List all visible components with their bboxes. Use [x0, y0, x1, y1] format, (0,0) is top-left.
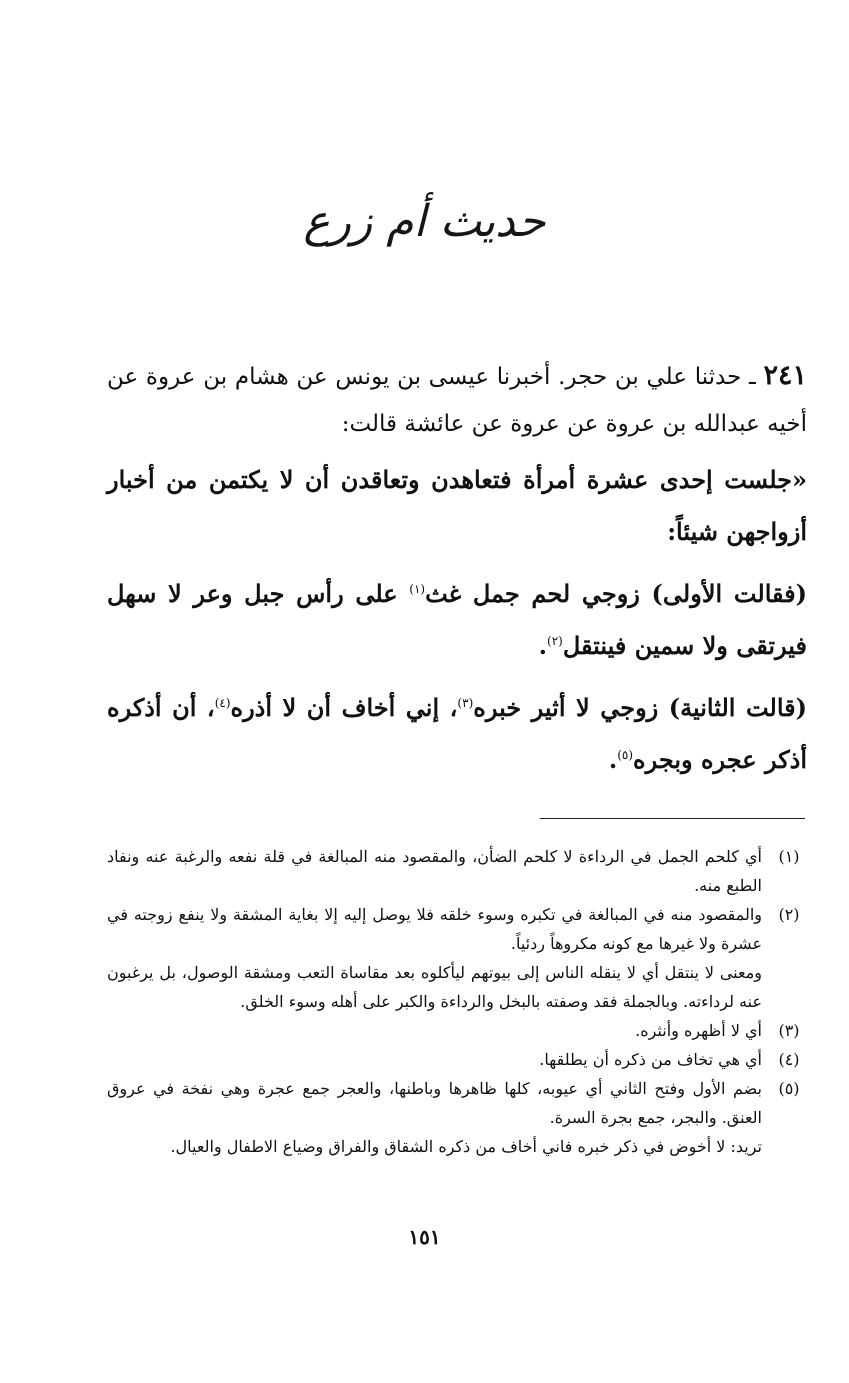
footnote-5-text: بضم الأول وفتح الثاني أي عيوبه، كلها ظاهرها وباطنها، والعجر جمع عجرة وهي نفخة في عروق العنق. والبجر، جمع بجرة السرة.: [107, 1079, 762, 1127]
footnotes: [107, 842, 807, 1161]
first-woman-text-c: .: [538, 631, 548, 660]
footnote-5-continuation: تريد: لا أخوض في ذكر خبره فاني أخاف من ذكره الشقاق والفراق وضياع الاطفال والعيال.: [170, 1137, 762, 1156]
hadith-isnad: ـ حدثنا علي بن حجر. أخبرنا عيسى بن يونس عن هشام بن عروة عن أخيه عبدالله بن عروة عن عروة عن عائشة قالت:: [107, 364, 807, 437]
footnote-divider: [540, 818, 805, 819]
chapter-title: حديث أم زرع: [303, 196, 546, 247]
footnote-4-number: (٤): [778, 1050, 800, 1069]
footnote-marker-4[interactable]: (٤): [214, 696, 231, 710]
hadith-number: ٢٤١: [763, 360, 807, 391]
hadith-opening-paragraph: «جلست إحدى عشرة أمرأة فتعاهدن وتعاقدن أن لا يكتمن من أخبار أزواجهن شيئاً:: [107, 465, 807, 546]
footnote-marker-2[interactable]: (٢): [547, 634, 563, 648]
first-woman-paragraph: [107, 568, 807, 672]
footnote-5-number: (٥): [778, 1079, 800, 1098]
footnote-1: [107, 842, 807, 900]
hadith-intro: [107, 352, 807, 448]
footnote-4-text: أي هي تخاف من ذكره أن يطلقها.: [539, 1050, 762, 1069]
footnote-2-number: (٢): [778, 905, 800, 924]
footnote-4: [107, 1045, 807, 1074]
footnote-marker-5[interactable]: (٥): [617, 748, 634, 762]
first-woman-text-b: على رأس جبل وعر لا سهل فيرتقى ولا سمين فينتقل: [107, 579, 807, 660]
first-woman-text-a: (فقالت الأولى) زوجي لحم جمل غث: [425, 579, 807, 608]
footnote-3-number: (٣): [778, 1021, 800, 1040]
footnote-1-text: أي كلحم الجمل في الرداءة لا كلحم الضأن، والمقصود منه المبالغة في قلة نفعه والرغبة عنه ونفاد الطبع منه.: [107, 847, 762, 895]
footnote-3: [107, 1016, 807, 1045]
footnote-2: [107, 900, 807, 958]
footnote-marker-1[interactable]: (١): [409, 582, 426, 596]
footnote-2-continuation: ومعنى لا ينتقل أي لا ينقله الناس إلى بيوتهم ليأكلوه بعد مقاساة التعب ومشقة الوصول، بل يرغبون عنه لرداءته. وبالجملة فقد وصفته بالبخل والرداءة والكبر على أهله وسوء الخلق.: [107, 963, 762, 1011]
second-woman-paragraph: [107, 682, 807, 786]
second-woman-text-d: .: [608, 745, 618, 774]
footnote-3-text: أي لا أظهره وأنثره.: [635, 1021, 762, 1040]
footnote-marker-3[interactable]: (٣): [457, 696, 474, 710]
footnote-1-number: (١): [778, 847, 800, 866]
page-number: ١٥١: [408, 1225, 441, 1249]
footnote-2-text: والمقصود منه في المبالغة في تكبره وسوء خلقه فلا يوصل إليه إلا بغاية المشقة ولا ينفع زوجته في عشرة ولا غيرها مع كونه مكروهاً ردئياً.: [107, 905, 762, 953]
second-woman-text-c: ، أن أذكره أذكر عجره وبجره: [107, 693, 807, 774]
footnote-5: [107, 1074, 807, 1132]
main-text: [107, 352, 807, 786]
second-woman-text-a: (قالت الثانية) زوجي لا أثير خبره: [473, 693, 807, 722]
second-woman-text-b: ، إني أخاف أن لا أذره: [230, 693, 458, 722]
